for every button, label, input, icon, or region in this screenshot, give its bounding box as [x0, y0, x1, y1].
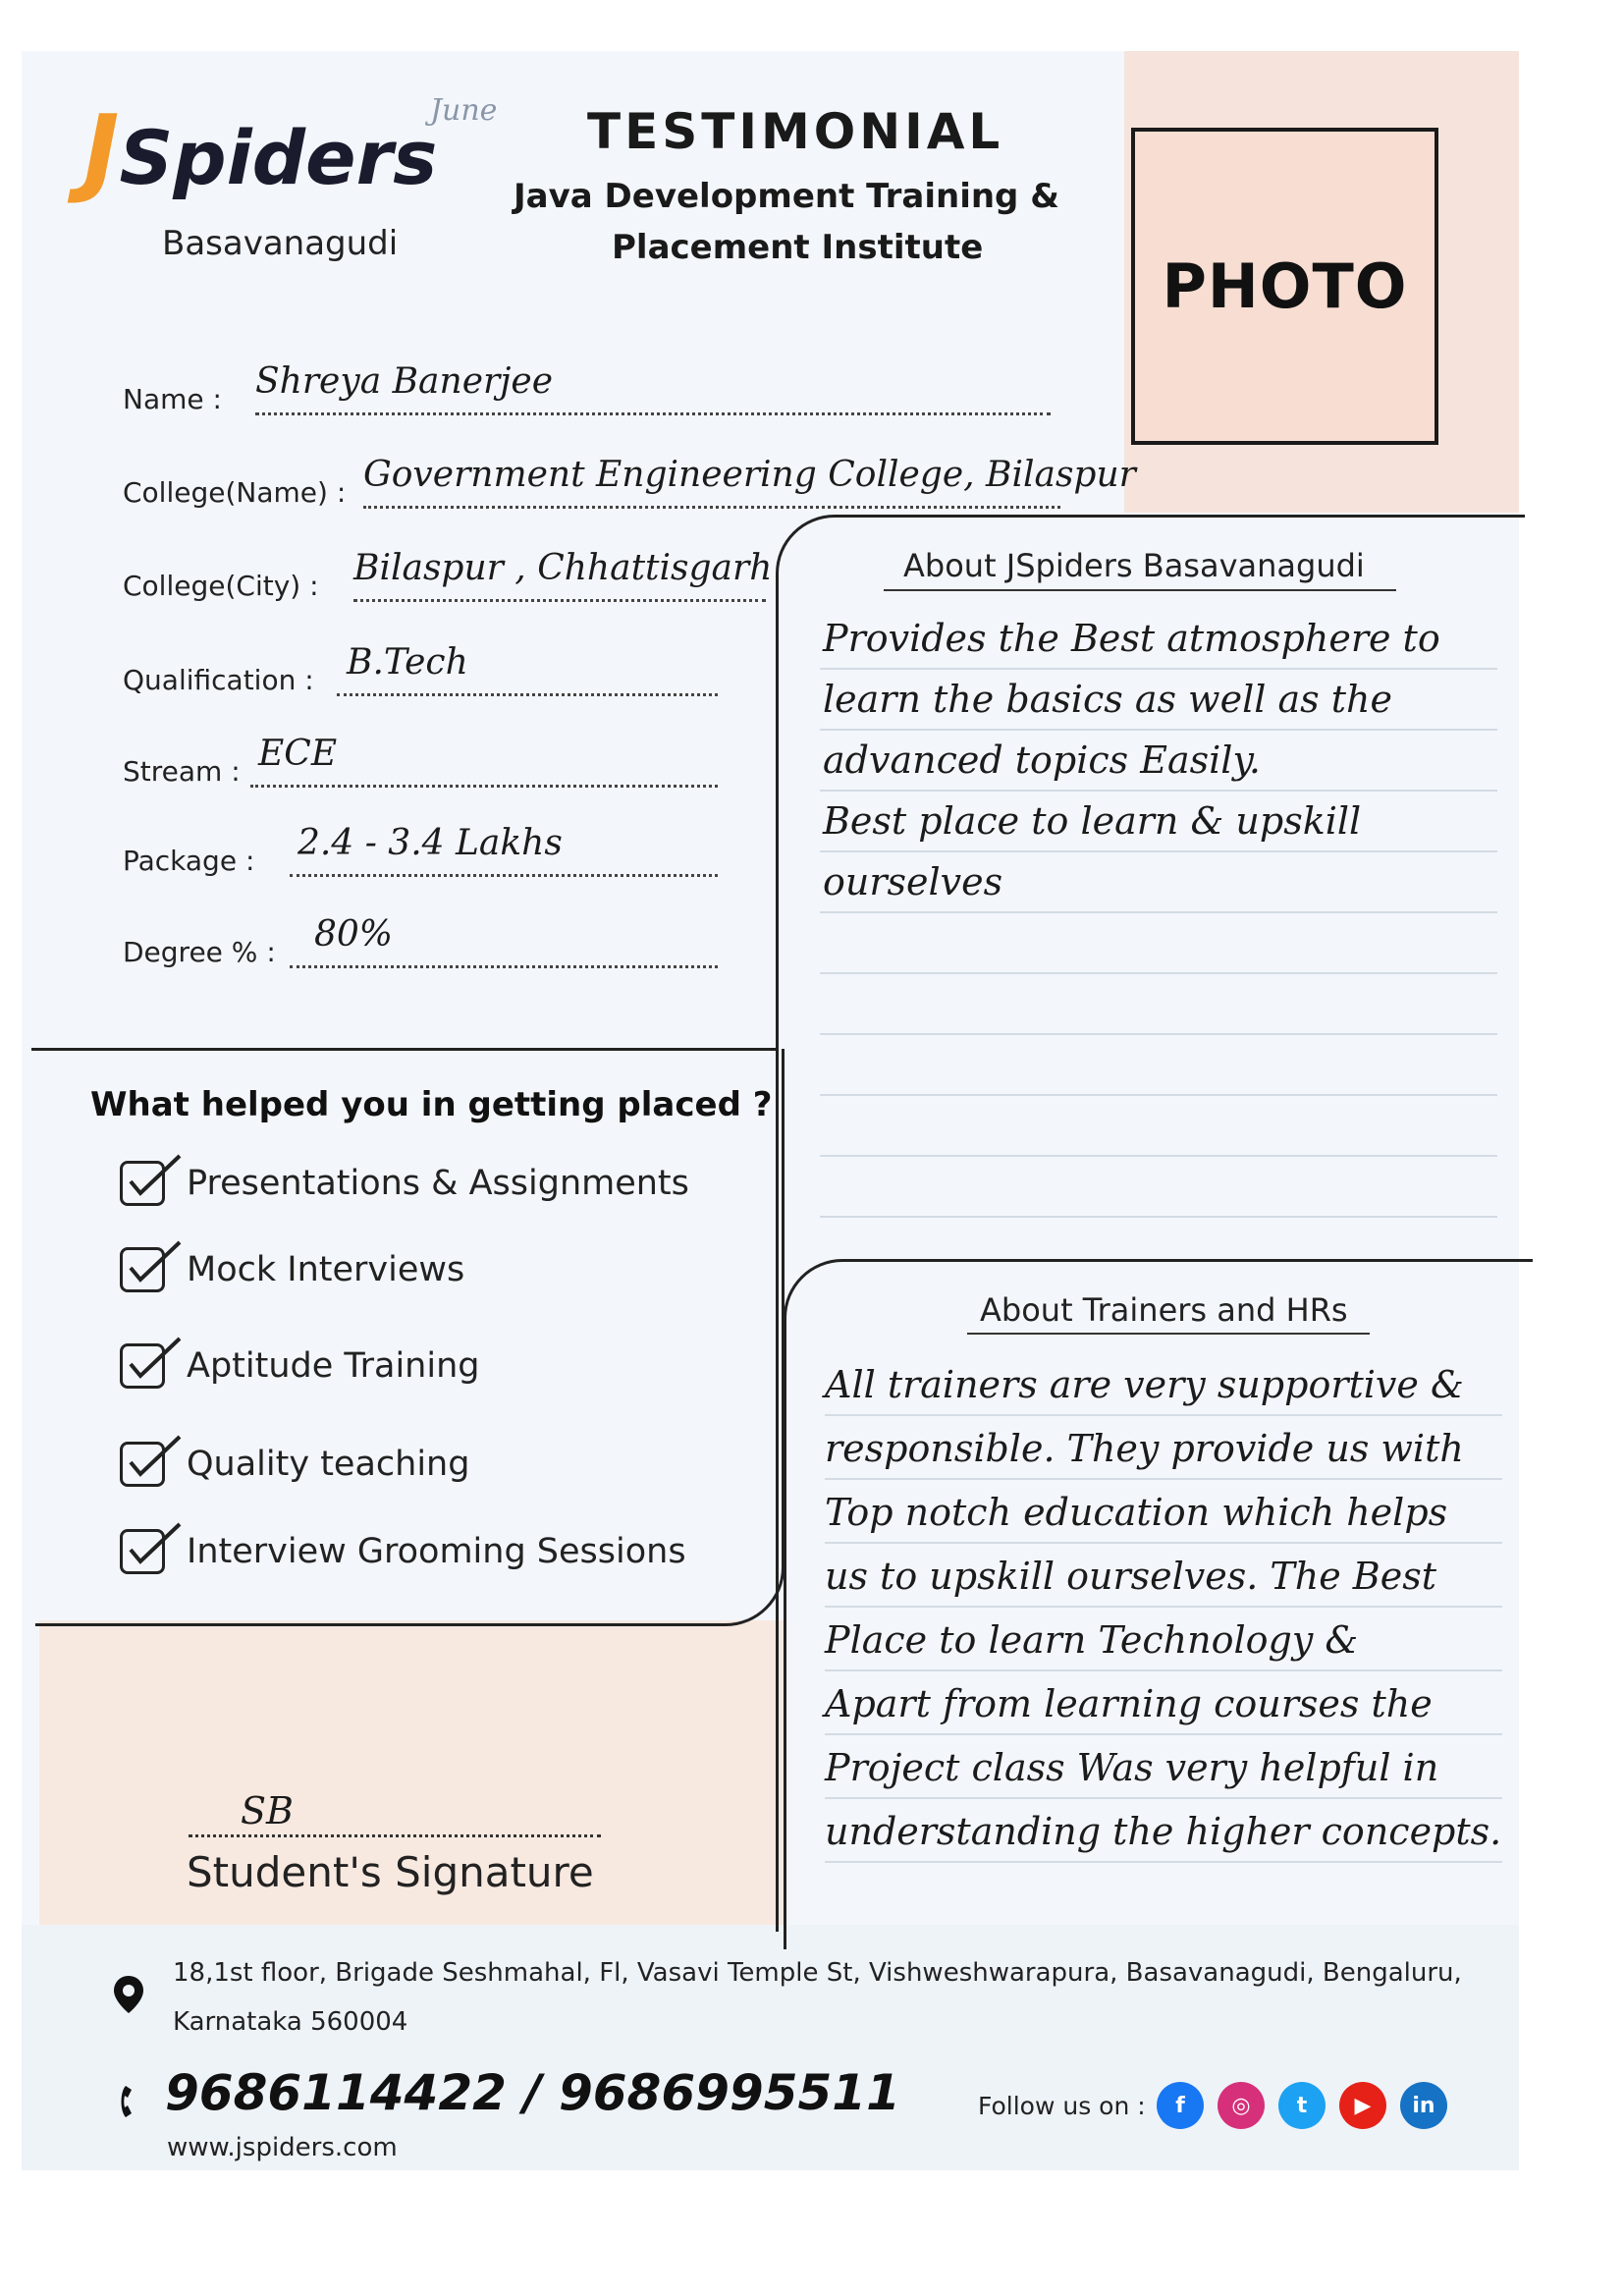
phone-numbers[interactable]: 9686114422 / 9686995511	[165, 2064, 900, 2121]
twitter-icon[interactable]: t	[1278, 2082, 1326, 2129]
handwritten-line: ourselves	[823, 860, 1003, 903]
checkmark-icon	[125, 1325, 184, 1384]
instagram-icon[interactable]: ◎	[1218, 2082, 1265, 2129]
handwritten-line: advanced topics Easily.	[823, 738, 1261, 782]
field-dots	[290, 965, 718, 968]
checkmark-icon	[125, 1229, 184, 1287]
handwritten-line: Apart from learning courses the	[825, 1682, 1433, 1725]
logo-text: Spiders	[119, 114, 438, 201]
field-label: College(City) :	[123, 570, 319, 602]
ruled-line	[820, 790, 1497, 792]
field-value: 80%	[314, 914, 394, 955]
about-jspiders-heading: About JSpiders Basavanagudi	[903, 547, 1365, 584]
checkbox-label: Mock Interviews	[187, 1250, 465, 1289]
checkbox-checked[interactable]	[120, 1161, 165, 1206]
handwritten-line: Provides the Best atmosphere to	[823, 617, 1440, 660]
facebook-icon[interactable]: f	[1157, 2082, 1204, 2129]
field-value: Shreya Banerjee	[255, 361, 553, 402]
field-dots	[250, 785, 718, 788]
handwritten-line: Top notch education which helps	[825, 1491, 1448, 1534]
field-college-city	[123, 548, 773, 602]
field-label: Package :	[123, 845, 255, 877]
ruled-line	[820, 1033, 1497, 1035]
ruled-line	[825, 1669, 1502, 1671]
ruled-line	[825, 1414, 1502, 1416]
ruled-line	[820, 911, 1497, 913]
field-stream	[123, 734, 338, 788]
ruled-line	[820, 729, 1497, 731]
checkmark-icon	[125, 1510, 184, 1569]
field-degree-percent	[123, 914, 394, 968]
checkbox-row-aptitude[interactable]	[120, 1343, 480, 1389]
handwritten-line: Place to learn Technology &	[825, 1618, 1359, 1662]
ruled-line	[820, 668, 1497, 670]
heading-underline	[967, 1333, 1370, 1335]
field-name	[123, 361, 553, 415]
address-line-1: 18,1st floor, Brigade Seshmahal, Fl, Vasavi Temple St, Vishweshwarapura, Basavanagudi, Bengaluru,	[173, 1958, 1462, 1988]
field-qualification	[123, 642, 468, 696]
field-value: 2.4 - 3.4 Lakhs	[298, 823, 563, 863]
checkmark-icon	[125, 1142, 184, 1201]
checkbox-label: Interview Grooming Sessions	[187, 1532, 686, 1571]
address-line-2: Karnataka 560004	[173, 2007, 408, 2037]
ruled-line	[820, 972, 1497, 974]
page-title: TESTIMONIAL	[587, 103, 1004, 160]
checkbox-label: Aptitude Training	[187, 1346, 480, 1386]
signature-line	[189, 1834, 601, 1837]
ruled-line	[820, 1094, 1497, 1096]
signature-label: Student's Signature	[187, 1848, 594, 1896]
about-trainers-heading: About Trainers and HRs	[980, 1291, 1348, 1329]
branch-name: Basavanagudi	[162, 224, 399, 263]
field-value: ECE	[258, 734, 338, 774]
field-value: B.Tech	[347, 642, 468, 683]
handwritten-line: Best place to learn & upskill	[823, 799, 1362, 843]
ruled-line	[825, 1606, 1502, 1608]
field-label: Qualification :	[123, 664, 314, 696]
photo-label: PHOTO	[1162, 250, 1408, 322]
photo-box	[1131, 128, 1438, 445]
checkbox-checked[interactable]	[120, 1442, 165, 1487]
checkbox-row-interview-grooming[interactable]	[120, 1529, 686, 1574]
field-college-name	[123, 455, 1136, 509]
handwritten-line: Project class Was very helpful in	[825, 1746, 1439, 1789]
checkbox-checked[interactable]	[120, 1529, 165, 1574]
checkbox-label: Quality teaching	[187, 1445, 470, 1484]
logo-j: J	[83, 95, 120, 207]
field-label: College(Name) :	[123, 476, 347, 509]
subtitle-line-2: Placement Institute	[612, 228, 984, 267]
youtube-icon[interactable]: ▶	[1339, 2082, 1386, 2129]
checkbox-row-quality-teaching[interactable]	[120, 1442, 469, 1487]
ruled-line	[825, 1478, 1502, 1480]
field-label: Name :	[123, 383, 222, 415]
field-label: Degree % :	[123, 936, 276, 968]
ruled-line	[820, 1155, 1497, 1157]
checkbox-label: Presentations & Assignments	[187, 1164, 689, 1203]
field-value: Bilaspur , Chhattisgarh	[353, 548, 773, 588]
handwritten-line: us to upskill ourselves. The Best	[825, 1555, 1436, 1598]
placed-question: What helped you in getting placed ?	[90, 1085, 773, 1124]
checkbox-checked[interactable]	[120, 1247, 165, 1292]
jspiders-logo	[83, 95, 438, 207]
ruled-line	[825, 1861, 1502, 1863]
ruled-line	[820, 1216, 1497, 1218]
ruled-line	[825, 1542, 1502, 1544]
ruled-line	[825, 1733, 1502, 1735]
checkbox-row-mock-interviews[interactable]	[120, 1247, 464, 1292]
heading-underline	[884, 589, 1396, 591]
location-pin-icon	[112, 1974, 145, 2019]
linkedin-icon[interactable]: in	[1400, 2082, 1447, 2129]
signature-mark: SB	[241, 1789, 294, 1832]
checkmark-icon	[125, 1423, 184, 1482]
month-annotation: June	[430, 93, 498, 128]
field-dots	[363, 506, 1060, 509]
handwritten-line: learn the basics as well as the	[823, 678, 1392, 721]
ruled-line	[825, 1797, 1502, 1799]
handwritten-line: understanding the higher concepts.	[825, 1810, 1502, 1853]
field-dots	[353, 599, 766, 602]
subtitle-line-1: Java Development Training &	[514, 177, 1059, 216]
checkbox-checked[interactable]	[120, 1343, 165, 1389]
phone-icon	[116, 2082, 145, 2125]
field-package	[123, 823, 563, 877]
field-dots	[337, 693, 718, 696]
website-link[interactable]: www.jspiders.com	[167, 2133, 398, 2162]
follow-label: Follow us on :	[978, 2092, 1146, 2120]
handwritten-line: All trainers are very supportive &	[825, 1363, 1464, 1406]
handwritten-line: responsible. They provide us with	[825, 1427, 1464, 1470]
field-dots	[290, 874, 718, 877]
field-dots	[255, 412, 1051, 415]
field-value: Government Engineering College, Bilaspur	[363, 455, 1136, 495]
checkbox-row-presentations[interactable]	[120, 1161, 689, 1206]
field-label: Stream :	[123, 755, 241, 788]
ruled-line	[820, 850, 1497, 852]
